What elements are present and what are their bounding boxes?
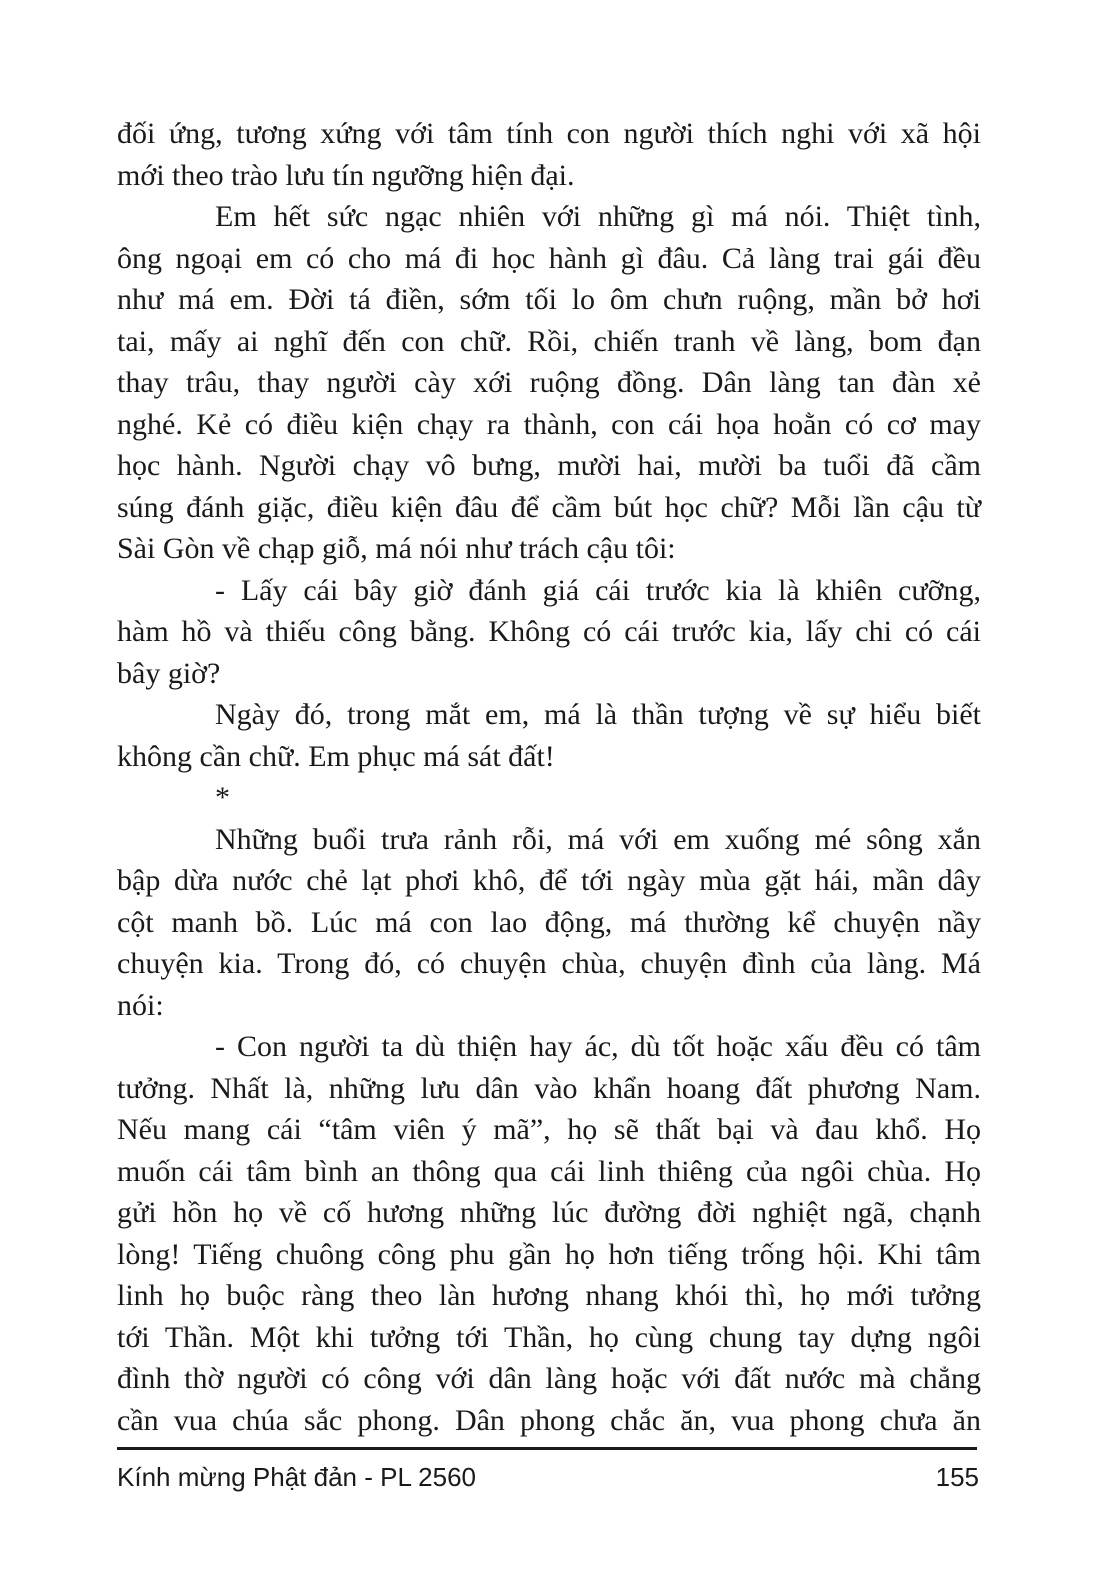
- text-line: đình thờ người có công với dân làng hoặc với đất nước mà chẳng: [117, 1362, 981, 1395]
- footer-divider: [117, 1447, 977, 1450]
- text-line: tới Thần. Một khi tưởng tới Thần, họ cùng chung tay dựng ngôi: [117, 1320, 981, 1354]
- text-line: học hành. Người chạy vô bưng, mười hai, mười ba tuổi đã cầm: [117, 449, 981, 482]
- footer-title: Kính mừng Phật đản - PL 2560: [117, 1462, 477, 1492]
- body-text: [117, 113, 981, 1441]
- text-line: đối ứng, tương xứng với tâm tính con người thích nghi với xã hội: [117, 117, 981, 150]
- text-line: lòng! Tiếng chuông công phu gần họ hơn tiếng trống hội. Khi tâm: [117, 1237, 981, 1271]
- text-line: Nếu mang cái “tâm viên ý mã”, họ sẽ thất bại và đau khổ. Họ: [117, 1113, 981, 1146]
- text-line: bập dừa nước chẻ lạt phơi khô, để tới ngày mùa gặt hái, mần dây: [117, 864, 981, 897]
- text-line: cột manh bồ. Lúc má con lao động, má thường kể chuyện nầy: [117, 905, 981, 939]
- text-line: cần vua chúa sắc phong. Dân phong chắc ăn, vua phong chưa ăn: [117, 1403, 981, 1437]
- text-line: thay trâu, thay người cày xới ruộng đồng. Dân làng tan đàn xẻ: [117, 366, 981, 399]
- text-line: tai, mấy ai nghĩ đến con chữ. Rồi, chiến tranh về làng, bom đạn: [117, 324, 981, 358]
- text-line: linh họ buộc ràng theo làn hương nhang khói thì, họ mới tưởng: [117, 1279, 981, 1312]
- text-line: hàm hồ và thiếu công bằng. Không có cái trước kia, lấy chi có cái: [117, 615, 981, 648]
- text-line: như má em. Đời tá điền, sớm tối lo ôm chưn ruộng, mần bở hơi: [117, 283, 981, 316]
- text-line: Em hết sức ngạc nhiên với những gì má nói. Thiệt tình,: [215, 200, 981, 233]
- page-number: 155: [935, 1462, 979, 1492]
- text-line: ông ngoại em có cho má đi học hành gì đâu. Cả làng trai gái đều: [117, 241, 981, 275]
- text-line: - Con người ta dù thiện hay ác, dù tốt hoặc xấu đều có tâm: [215, 1030, 981, 1063]
- section-separator: *: [215, 781, 230, 814]
- text-line: chuyện kia. Trong đó, có chuyện chùa, chuyện đình của làng. Má: [117, 947, 981, 980]
- text-line: Những buổi trưa rảnh rỗi, má với em xuống mé sông xắn: [215, 822, 981, 856]
- text-line: không cần chữ. Em phục má sát đất!: [117, 739, 555, 773]
- text-line: muốn cái tâm bình an thông qua cái linh thiêng của ngôi chùa. Họ: [117, 1154, 981, 1188]
- text-line: Sài Gòn về chạp giỗ, má nói như trách cậu tôi:: [117, 532, 676, 565]
- text-line: Ngày đó, trong mắt em, má là thần tượng về sự hiểu biết: [215, 698, 981, 731]
- text-line: tưởng. Nhất là, những lưu dân vào khẩn hoang đất phương Nam.: [117, 1071, 981, 1105]
- text-line: gửi hồn họ về cố hương những lúc đường đời nghiệt ngã, chạnh: [117, 1196, 981, 1229]
- text-line: mới theo trào lưu tín ngưỡng hiện đại.: [117, 158, 575, 192]
- text-line: nghé. Kẻ có điều kiện chạy ra thành, con cái họa hoằn có cơ may: [117, 407, 981, 441]
- text-line: - Lấy cái bây giờ đánh giá cái trước kia là khiên cưỡng,: [215, 573, 981, 607]
- text-line: nói:: [117, 988, 164, 1022]
- text-line: súng đánh giặc, điều kiện đâu để cầm bút học chữ? Mỗi lần cậu từ: [117, 490, 981, 524]
- text-line: bây giờ?: [117, 656, 221, 690]
